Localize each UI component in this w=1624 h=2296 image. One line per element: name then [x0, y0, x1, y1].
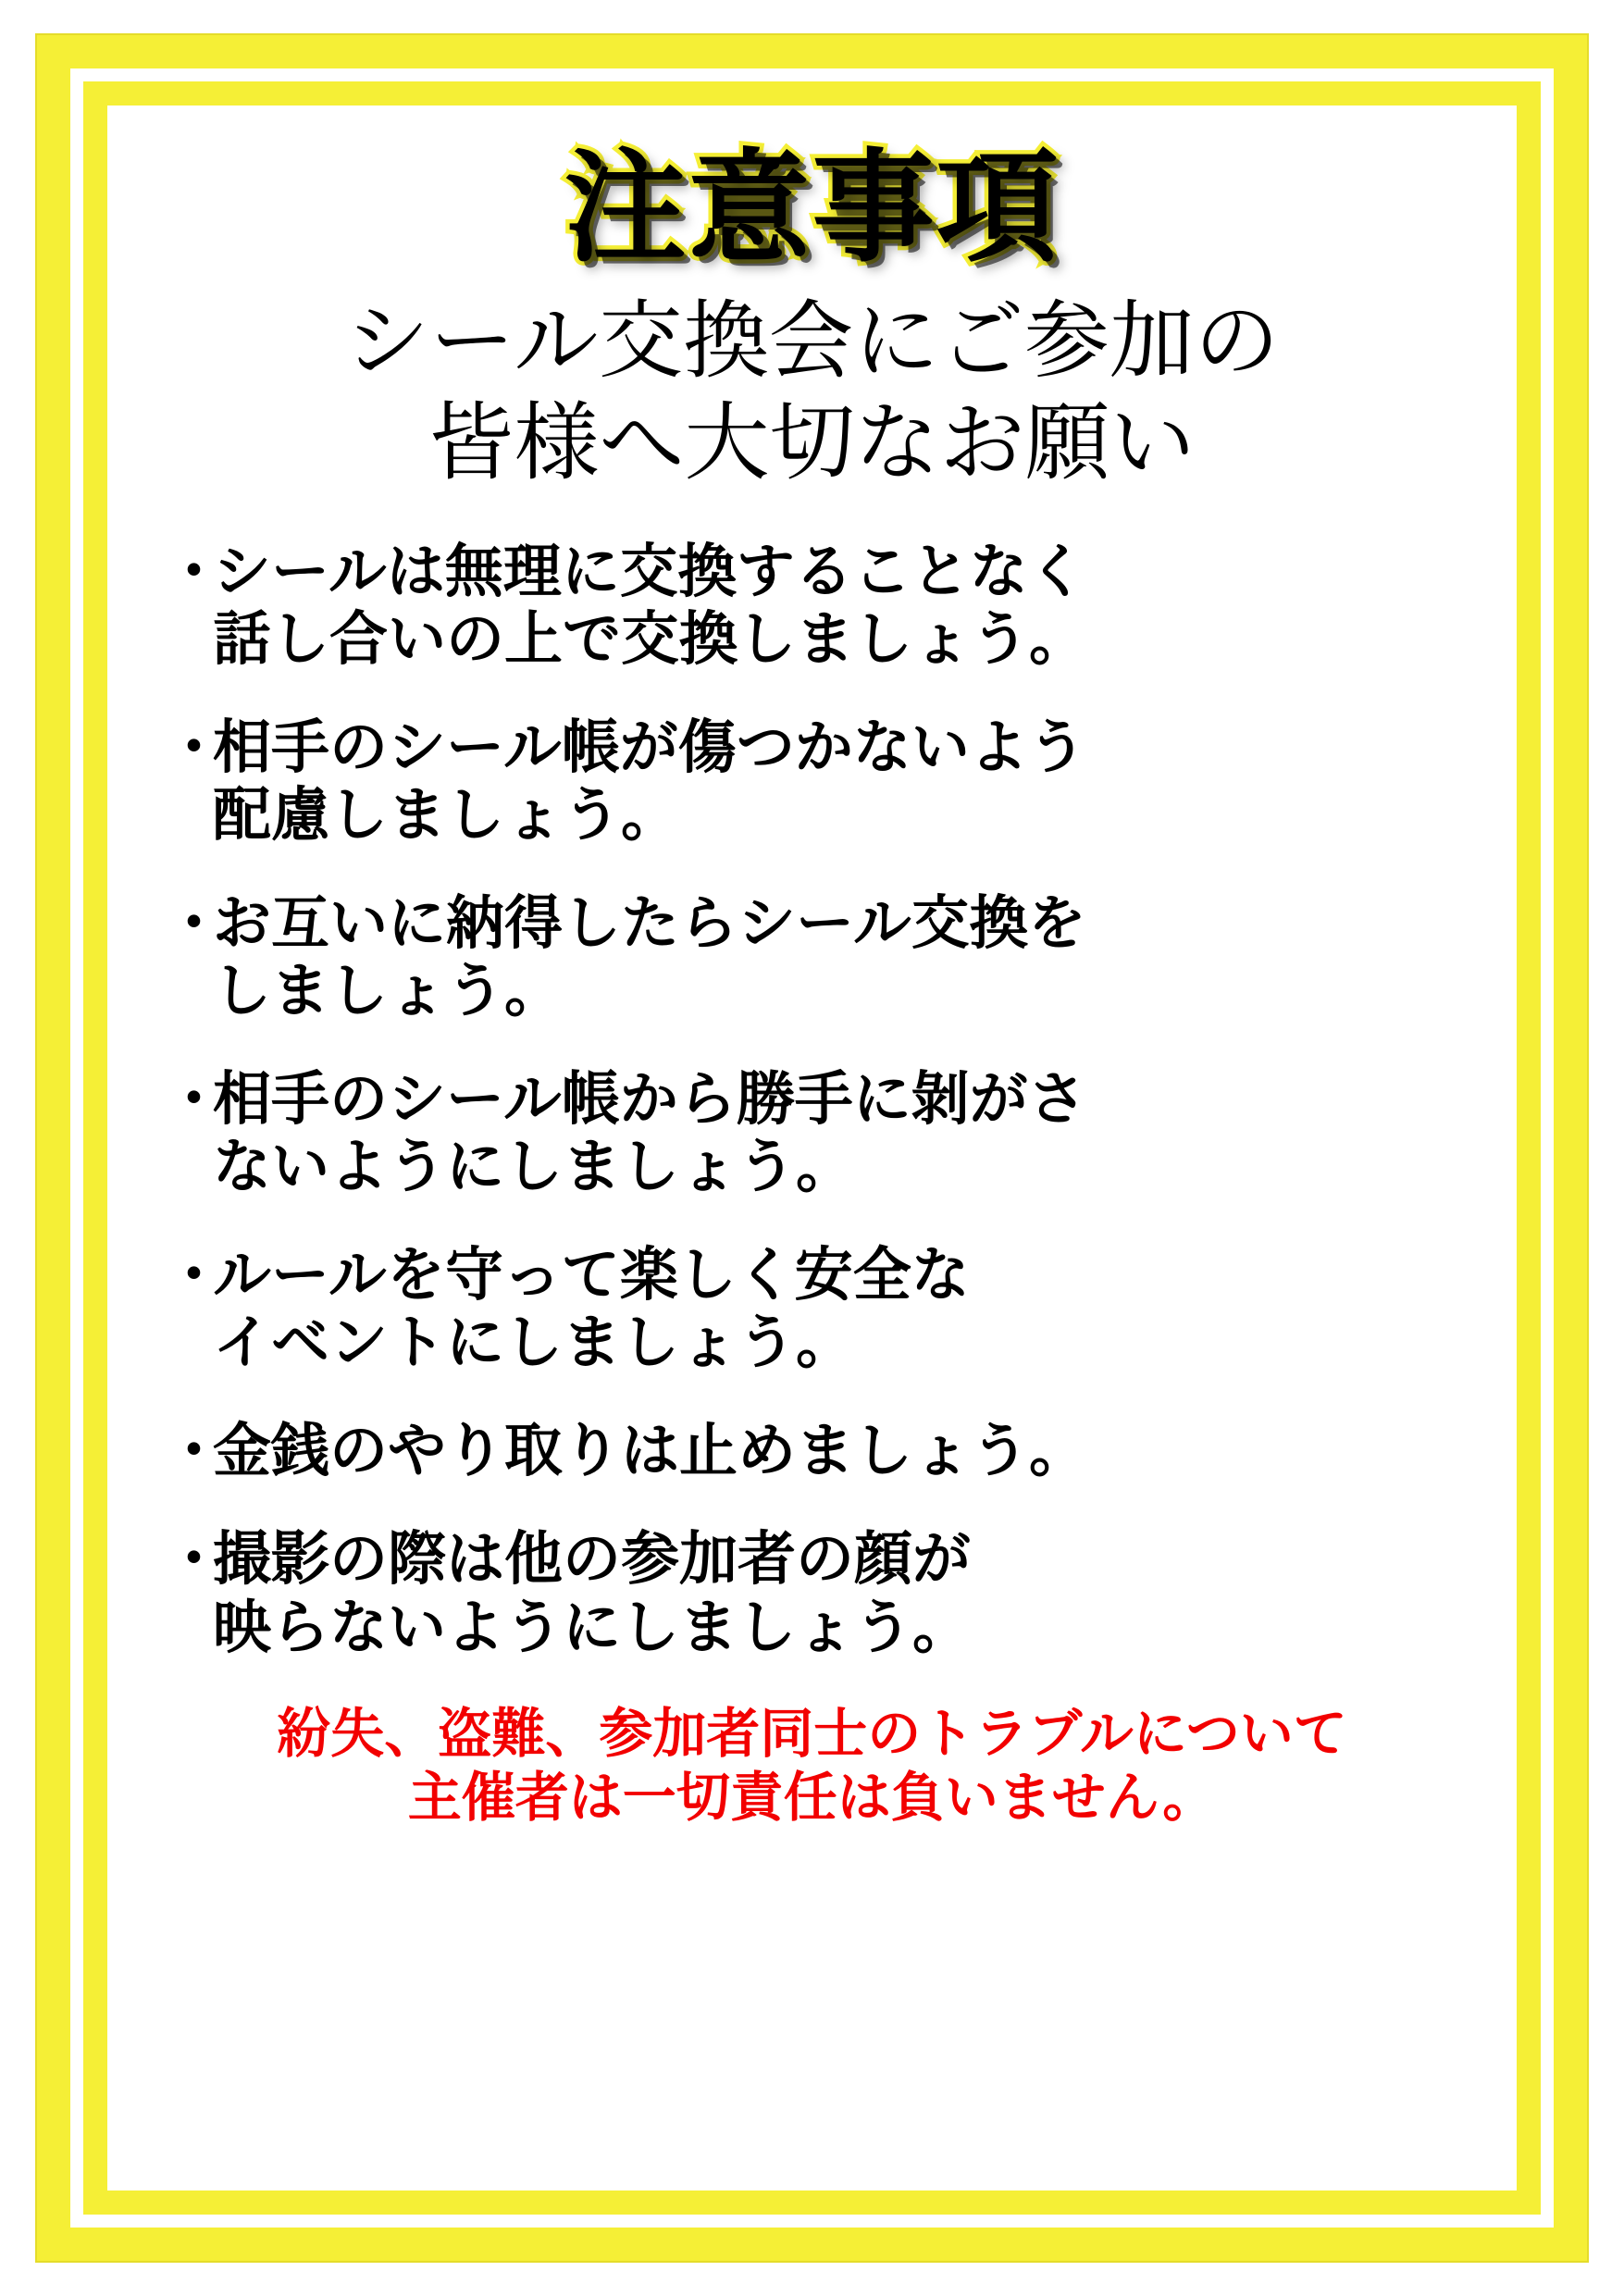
bullet-icon: ・: [165, 888, 223, 957]
rule-text: [213, 1241, 1476, 1376]
poster-frame-gap: [70, 68, 1554, 2228]
rule-text: [213, 889, 1476, 1024]
list-item: [165, 714, 1476, 849]
disclaimer-notice: [148, 1702, 1476, 1831]
rule-line: お互いに納得したらシール交換を: [213, 888, 1086, 957]
rule-line: イベントにしましょう。: [213, 1309, 854, 1377]
subtitle-line-1: シール交換会にご参加の: [344, 291, 1280, 391]
bullet-icon: ・: [165, 537, 223, 605]
page-subtitle: [148, 291, 1476, 495]
list-item: [165, 1525, 1476, 1660]
bullet-icon: ・: [165, 1525, 223, 1594]
bullet-icon: ・: [165, 1241, 223, 1309]
subtitle-line-2: 皆様へ大切なお願い: [428, 393, 1196, 493]
page-title: 注意事項: [564, 137, 1060, 279]
rule-line: ないようにしましょう。: [213, 1133, 854, 1201]
list-item: [165, 889, 1476, 1024]
rule-line: 相手のシール帳から勝手に剝がさ: [213, 1065, 1086, 1134]
list-item: [165, 538, 1476, 673]
rule-line: 配慮しましょう。: [213, 780, 679, 849]
list-item: [165, 1417, 1476, 1484]
disclaimer-line-2: 主催者は一切責任は負いません。: [407, 1766, 1217, 1830]
rule-line: 相手のシール帳が傷つかないよう: [213, 713, 1086, 781]
rule-line: 撮影の際は他の参加者の顔が: [213, 1525, 971, 1594]
rules-list: [148, 538, 1476, 1661]
rule-line: しましょう。: [213, 957, 563, 1024]
rule-line: シールは無理に交換することなく: [213, 537, 1086, 605]
rule-line: 話し合いの上で交換しましょう。: [213, 604, 1087, 673]
bullet-icon: ・: [165, 713, 223, 781]
rule-text: [213, 538, 1476, 673]
rule-line: 金銭のやり取りは止めましょう。: [213, 1417, 1087, 1485]
rule-text: [213, 1525, 1476, 1660]
list-item: [165, 1065, 1476, 1200]
disclaimer-line-1: 紛失、盗難、参加者同士のトラブルについて: [277, 1701, 1347, 1765]
bullet-icon: ・: [165, 1065, 223, 1134]
poster-page: [107, 105, 1517, 2191]
rule-text: [213, 1417, 1476, 1484]
rule-text: [213, 714, 1476, 849]
rule-line: ルールを守って楽しく安全な: [213, 1241, 970, 1309]
poster-outer-frame: [35, 33, 1589, 2263]
rule-line: 映らないようにしましょう。: [213, 1593, 971, 1661]
bullet-icon: ・: [165, 1417, 223, 1485]
poster-content: [107, 105, 1517, 2191]
list-item: [165, 1241, 1476, 1376]
rule-text: [213, 1065, 1476, 1200]
poster-inner-frame: [83, 81, 1541, 2215]
